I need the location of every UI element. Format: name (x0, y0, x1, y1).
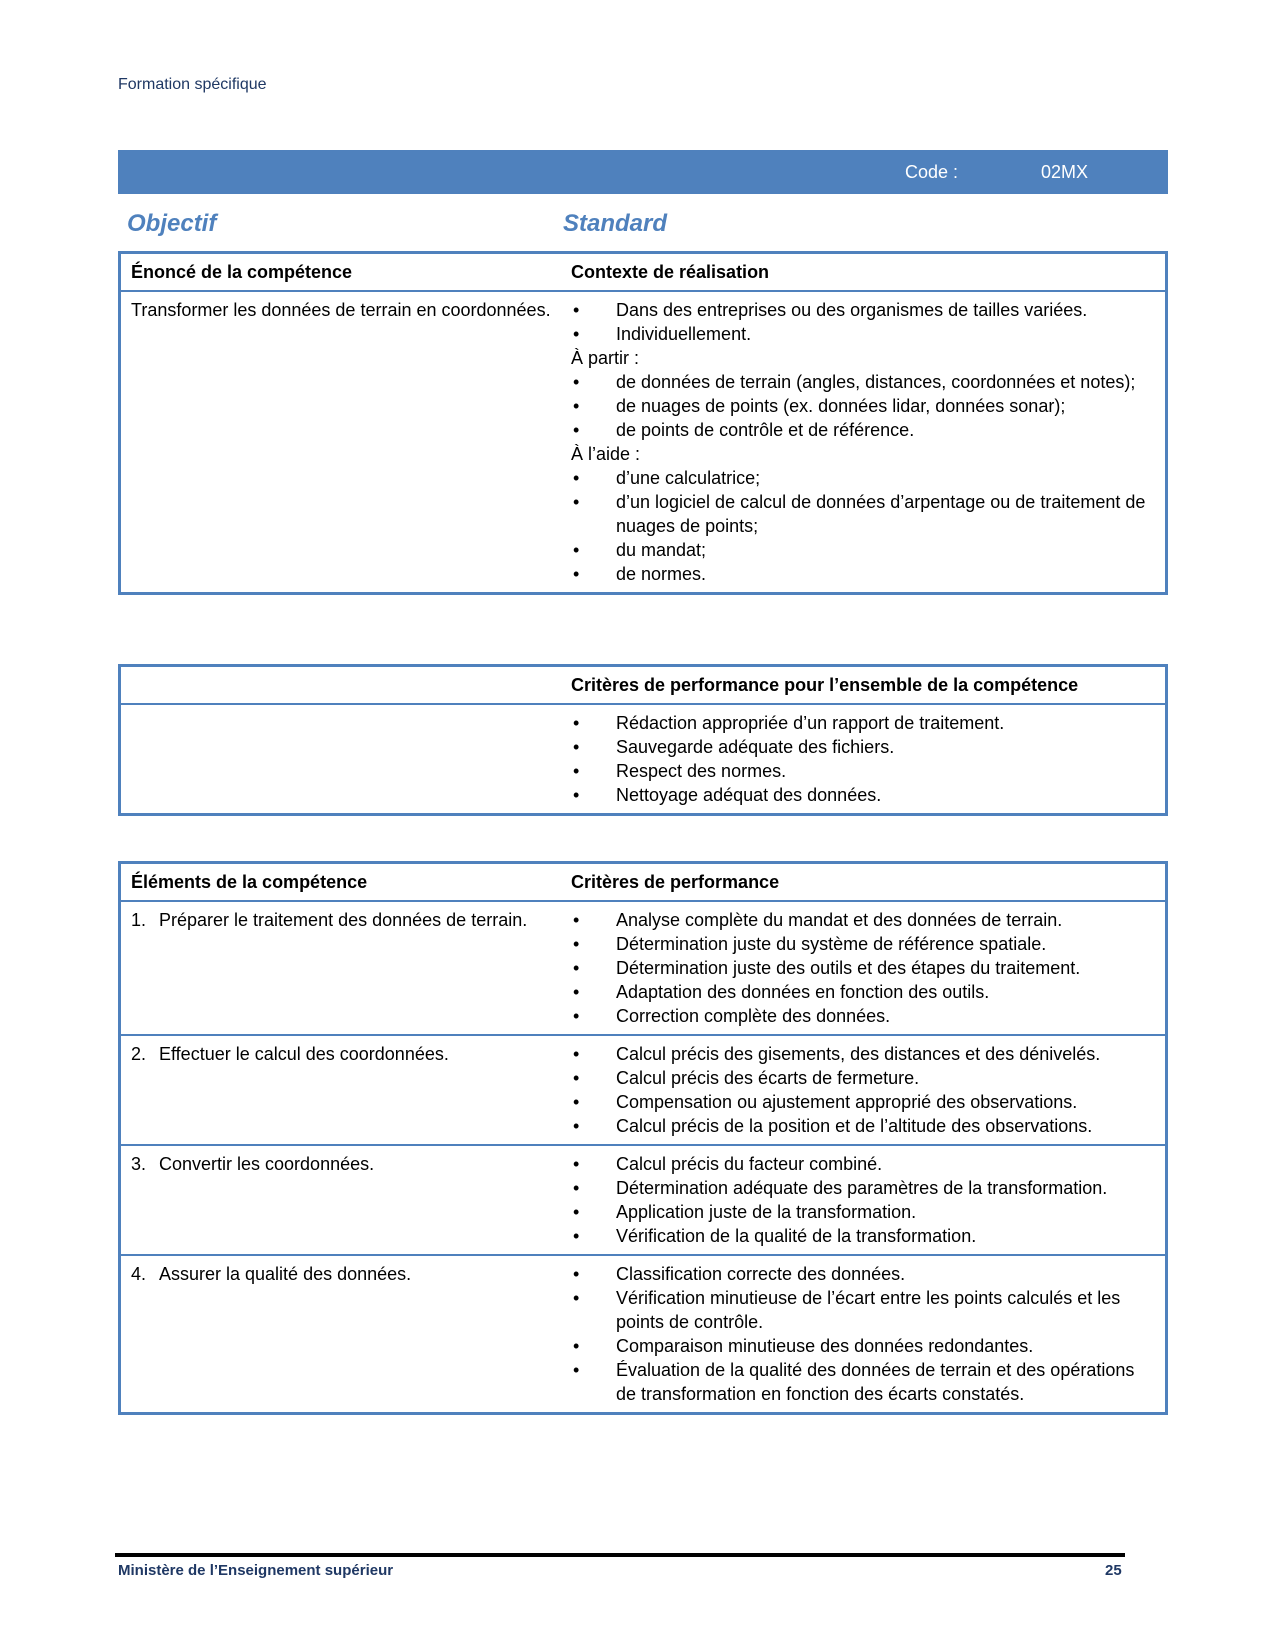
code-value: 02MX (1041, 162, 1089, 182)
footer-ministry: Ministère de l’Enseignement supérieur (118, 1562, 394, 1579)
table-row (120, 1145, 1167, 1255)
element-text: Effectuer le calcul des coordonnées. (159, 1044, 449, 1064)
competence-statement: Transformer les données de terrain en coordonnées. (120, 291, 562, 594)
partir-label: À partir : (571, 348, 640, 368)
elements-heading: Éléments de la compétence (131, 872, 368, 892)
element-number: 4. (131, 1264, 147, 1284)
criteria-item: • Évaluation de la qualité des données de terrain et des opérations de transformation en fonction des écarts constatés. (571, 1358, 1155, 1406)
criteria-item: • Détermination juste des outils et des étapes du traitement. (571, 956, 1155, 980)
table-row (120, 1255, 1167, 1414)
context-item: • du mandat; (571, 538, 1155, 562)
aide-label: À l’aide : (571, 444, 641, 464)
context-item: • d’un logiciel de calcul de données d’arpentage ou de traitement de nuages de points; (571, 490, 1155, 538)
element-number: 2. (131, 1044, 147, 1064)
objectif-title: Objectif (127, 210, 217, 237)
criteria-item: • Sauvegarde adéquate des fichiers. (571, 735, 1155, 759)
context-item: • Individuellement. (571, 322, 1155, 346)
code-label: Code : (905, 162, 959, 182)
criteria-item: • Calcul précis des gisements, des distances et des dénivelés. (571, 1042, 1155, 1066)
global-criteria-cell (561, 704, 1167, 815)
code-bar (118, 150, 1168, 194)
element-number: 1. (131, 910, 147, 930)
table-row (120, 1035, 1167, 1145)
global-criteria-table (118, 664, 1168, 816)
criteria-item: • Calcul précis des écarts de fermeture. (571, 1066, 1155, 1090)
context-item: • d’une calculatrice; (571, 466, 1155, 490)
table-row (120, 901, 1167, 1035)
criteria-heading: Critères de performance (571, 872, 780, 892)
criteria-item: • Respect des normes. (571, 759, 1155, 783)
criteria-item: • Adaptation des données en fonction des outils. (571, 980, 1155, 1004)
context-heading: Contexte de réalisation (571, 262, 770, 282)
context-item: • de données de terrain (angles, distances, coordonnées et notes); (571, 370, 1155, 394)
context-item: • Dans des entreprises ou des organismes de tailles variées. (571, 298, 1155, 322)
criteria-item: • Vérification minutieuse de l’écart entre les points calculés et les points de contrôle. (571, 1286, 1155, 1334)
criteria-item: • Comparaison minutieuse des données redondantes. (571, 1334, 1155, 1358)
context-cell (561, 291, 1167, 594)
elements-table (118, 861, 1168, 1415)
criteria-item: • Correction complète des données. (571, 1004, 1155, 1028)
element-text: Assurer la qualité des données. (159, 1264, 412, 1284)
standard-title: Standard (563, 210, 668, 237)
element-text: Préparer le traitement des données de terrain. (159, 910, 528, 930)
criteria-item: • Calcul précis de la position et de l’altitude des observations. (571, 1114, 1155, 1138)
criteria-item: • Rédaction appropriée d’un rapport de traitement. (571, 711, 1155, 735)
criteria-item: • Compensation ou ajustement approprié des observations. (571, 1090, 1155, 1114)
element-item (131, 1152, 551, 1176)
criteria-item: • Vérification de la qualité de la transformation. (571, 1224, 1155, 1248)
context-item: • de normes. (571, 562, 1155, 586)
criteria-item: • Application juste de la transformation. (571, 1200, 1155, 1224)
page-number: 25 (1105, 1562, 1122, 1579)
context-item: • de points de contrôle et de référence. (571, 418, 1155, 442)
criteria-item: • Détermination adéquate des paramètres de la transformation. (571, 1176, 1155, 1200)
context-item: • de nuages de points (ex. données lidar, données sonar); (571, 394, 1155, 418)
element-text: Convertir les coordonnées. (159, 1154, 375, 1174)
statement-heading: Énoncé de la compétence (131, 262, 353, 282)
criteria-item: • Calcul précis du facteur combiné. (571, 1152, 1155, 1176)
criteria-item: • Détermination juste du système de référence spatiale. (571, 932, 1155, 956)
criteria-item: • Analyse complète du mandat et des données de terrain. (571, 908, 1155, 932)
element-item (131, 1262, 551, 1286)
element-item (131, 908, 551, 932)
element-number: 3. (131, 1154, 147, 1174)
competence-context-table (118, 251, 1168, 595)
element-item (131, 1042, 551, 1066)
global-criteria-heading: Critères de performance pour l’ensemble de la compétence (571, 675, 1079, 695)
footer-divider (115, 1553, 1125, 1557)
criteria-item: • Nettoyage adéquat des données. (571, 783, 1155, 807)
criteria-item: • Classification correcte des données. (571, 1262, 1155, 1286)
running-header: Formation spécifique (118, 76, 267, 93)
